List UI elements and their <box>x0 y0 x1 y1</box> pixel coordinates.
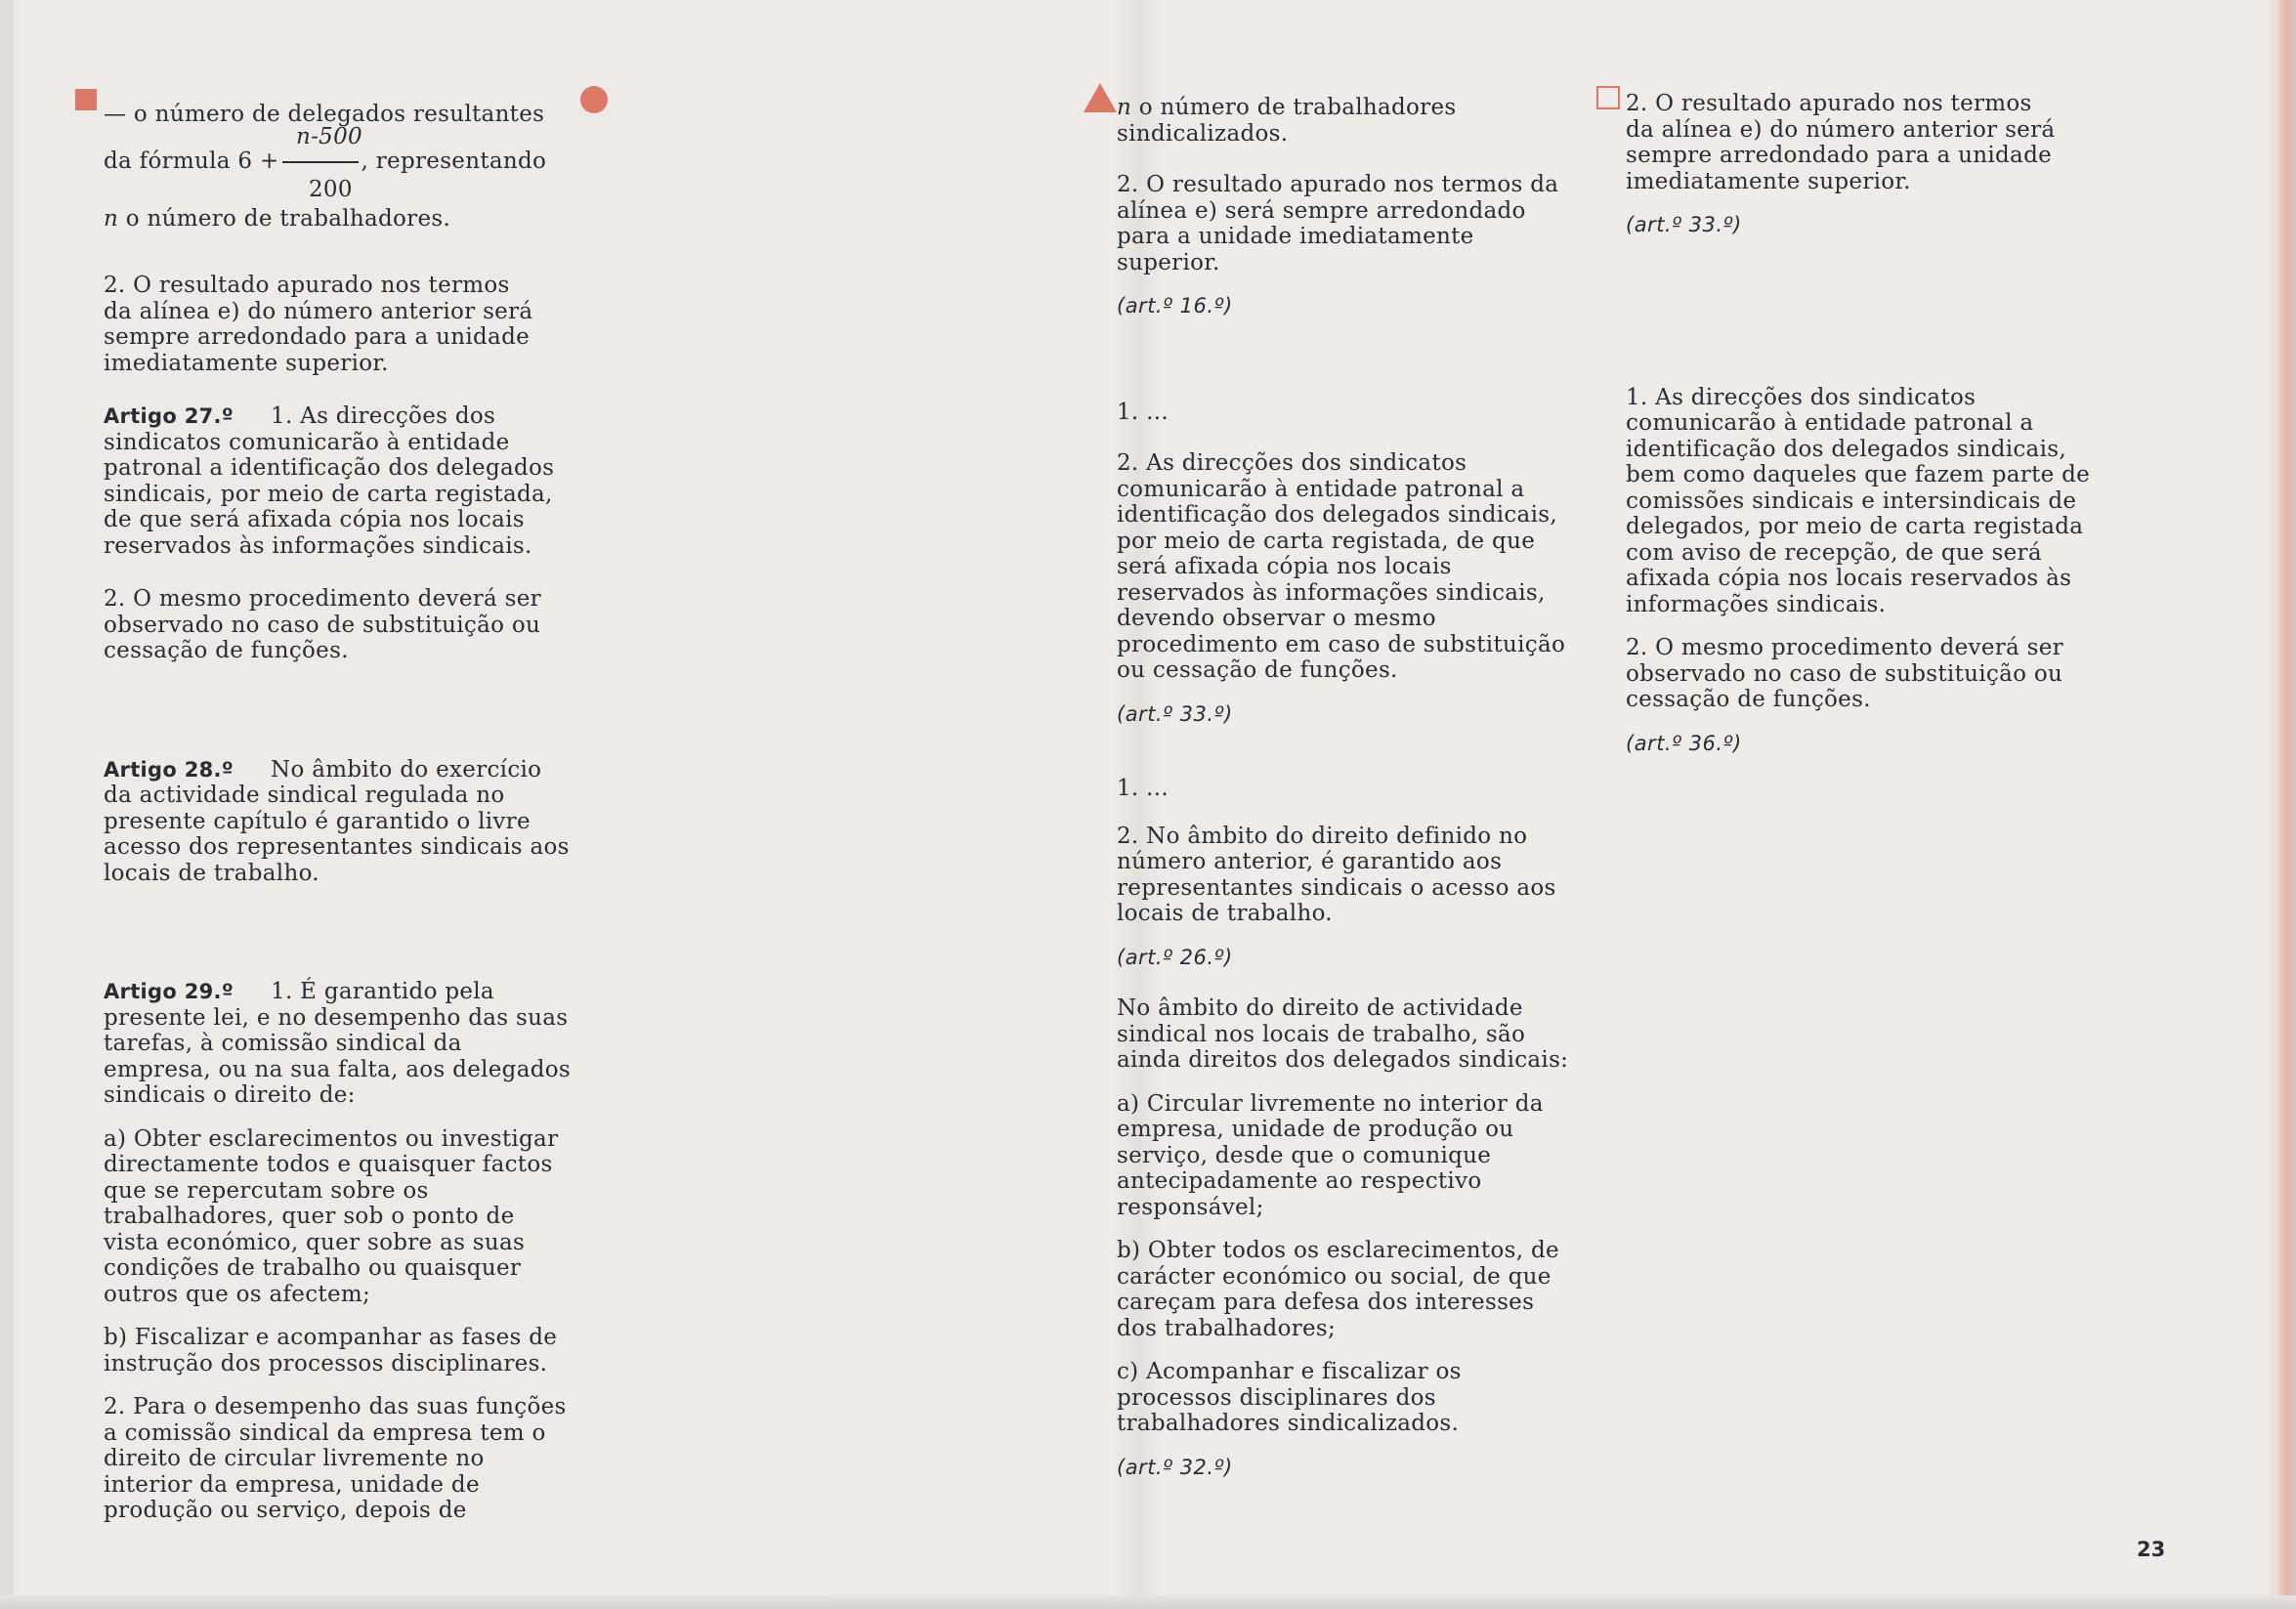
paragraph: 2. As direcções dos sindicatos comunicarão à entidade patronal a identificação dos delegados sindicais, por meio de carta registada, de que será afixada cópia nos locais reservados às informações sindicais, devendo observar o mesmo procedimento em caso de substituição ou cessação de funções. <box>1117 450 1566 683</box>
article-reference: (art.º 16.º) <box>1117 294 1233 318</box>
binding-edge <box>0 0 14 1609</box>
intro <box>1117 95 1581 147</box>
right-column <box>1626 91 2105 774</box>
paragraph: 2. O mesmo procedimento deverá ser observado no caso de substituição ou cessação de funções. <box>104 586 541 663</box>
article-text: No âmbito do exercício da actividade sindical regulada no presente capítulo é garantido o livre acesso dos representantes sindicais aos locais de trabalho. <box>104 756 570 886</box>
intro-tail <box>104 206 573 233</box>
article-label: Artigo 28.º <box>104 757 234 782</box>
formula-line <box>104 148 546 175</box>
article-text: 1. É garantido pela presente lei, e no desempenho das suas tarefas, à comissão sindical da empresa, ou na sua falta, aos delegados sindicais o direito de: <box>104 979 571 1108</box>
formula-prefix: da fórmula 6 + <box>104 148 279 174</box>
paragraph: 2. O mesmo procedimento deverá ser observado no caso de substituição ou cessação de funções. <box>1626 635 2063 712</box>
formula-suffix: , representando <box>361 148 547 174</box>
page-edge-right <box>2275 0 2296 1609</box>
variable-n: n <box>104 205 119 232</box>
page-edge-bottom <box>0 1595 2296 1609</box>
filled-square-marker-icon <box>75 89 97 110</box>
paragraph: 1. As direcções dos sindicatos comunicarão à entidade patronal a identificação dos delegados sindicais, bem como daqueles que fazem parte de comissões sindicais e intersindicais de delegados, por meio de carta registada com aviso de recepção, de que será afixada cópia nos locais reservados às informações sindicais. <box>1626 384 2091 617</box>
paragraph: 1. ... <box>1117 399 1169 425</box>
article-29 <box>104 979 573 1109</box>
article-28 <box>104 757 573 887</box>
article-27 <box>104 403 573 559</box>
intro-tail-text: o número de trabalhadores. <box>118 205 451 232</box>
paragraph: 2. O resultado apurado nos termos da alínea e) do número anterior será sempre arredondado para a unidade imediatamente superior. <box>1626 91 2056 194</box>
paragraph: No âmbito do direito de actividade sindical nos locais de trabalho, são ainda direitos dos delegados sindicais: <box>1117 995 1569 1073</box>
paragraph: 2. No âmbito do direito definido no número anterior, é garantido aos representantes sindicais o acesso aos locais de trabalho. <box>1117 823 1556 926</box>
item-a: a) Circular livremente no interior da empresa, unidade de produção ou serviço, desde que o comunique antecipadamente ao respectivo responsável; <box>1117 1090 1544 1220</box>
formula <box>104 123 573 206</box>
variable-n: n <box>1117 95 1132 120</box>
paragraph: 1. ... <box>1117 776 1169 801</box>
article-text: 1. As direcções dos sindicatos comunicarão à entidade patronal a identificação dos delegados sindicais, por meio de carta registada, de que será afixada cópia nos locais reservados às informações sindicais. <box>104 403 555 559</box>
intro-line: — o número de delegados resultantes <box>104 102 545 127</box>
item-a: a) Obter esclarecimentos ou investigar directamente todos e quaisquer factos que se repercutam sobre os trabalhadores, quer sob o ponto de vista económico, quer sobre as suas condições de trabalho ou quaisquer outros que os afectem; <box>104 1125 559 1307</box>
article-reference: (art.º 32.º) <box>1117 1455 1233 1479</box>
triangle-marker-icon <box>1084 83 1117 112</box>
formula-numerator: n-500 <box>296 123 362 149</box>
page-number: 23 <box>2137 1538 2166 1561</box>
filled-circle-marker-icon <box>580 86 608 113</box>
middle-column <box>1117 95 1581 1498</box>
article-label: Artigo 29.º <box>104 980 234 1003</box>
article-reference: (art.º 36.º) <box>1626 731 1742 755</box>
formula-denominator: 200 <box>309 176 353 202</box>
paragraph: 2. Para o desempenho das suas funções a comissão sindical da empresa tem o direito de circular livremente no interior da empresa, unidade de produção ou serviço, depois de <box>104 1394 567 1523</box>
item-c: c) Acompanhar e fiscalizar os processos disciplinares dos trabalhadores sindicalizados. <box>1117 1359 1462 1436</box>
article-label: Artigo 27.º <box>104 404 234 428</box>
article-reference: (art.º 33.º) <box>1626 213 1742 236</box>
article-reference: (art.º 26.º) <box>1117 945 1233 969</box>
item-b: b) Obter todos os esclarecimentos, de carácter económico ou social, de que careçam para defesa dos interesses dos trabalhadores; <box>1117 1238 1559 1341</box>
paragraph: 2. O resultado apurado nos termos da alínea e) será sempre arredondado para a unidade imediatamente superior. <box>1117 172 1559 275</box>
paragraph: 2. O resultado apurado nos termos da alínea e) do número anterior será sempre arredondado para a unidade imediatamente superior. <box>104 273 533 376</box>
item-b: b) Fiscalizar e acompanhar as fases de instrução dos processos disciplinares. <box>104 1325 558 1376</box>
outline-square-marker-icon <box>1596 86 1620 109</box>
article-reference: (art.º 33.º) <box>1117 701 1233 726</box>
fraction-bar <box>282 161 359 163</box>
intro-text: o número de trabalhadores sindicalizados. <box>1117 95 1457 147</box>
left-column <box>104 102 573 1542</box>
